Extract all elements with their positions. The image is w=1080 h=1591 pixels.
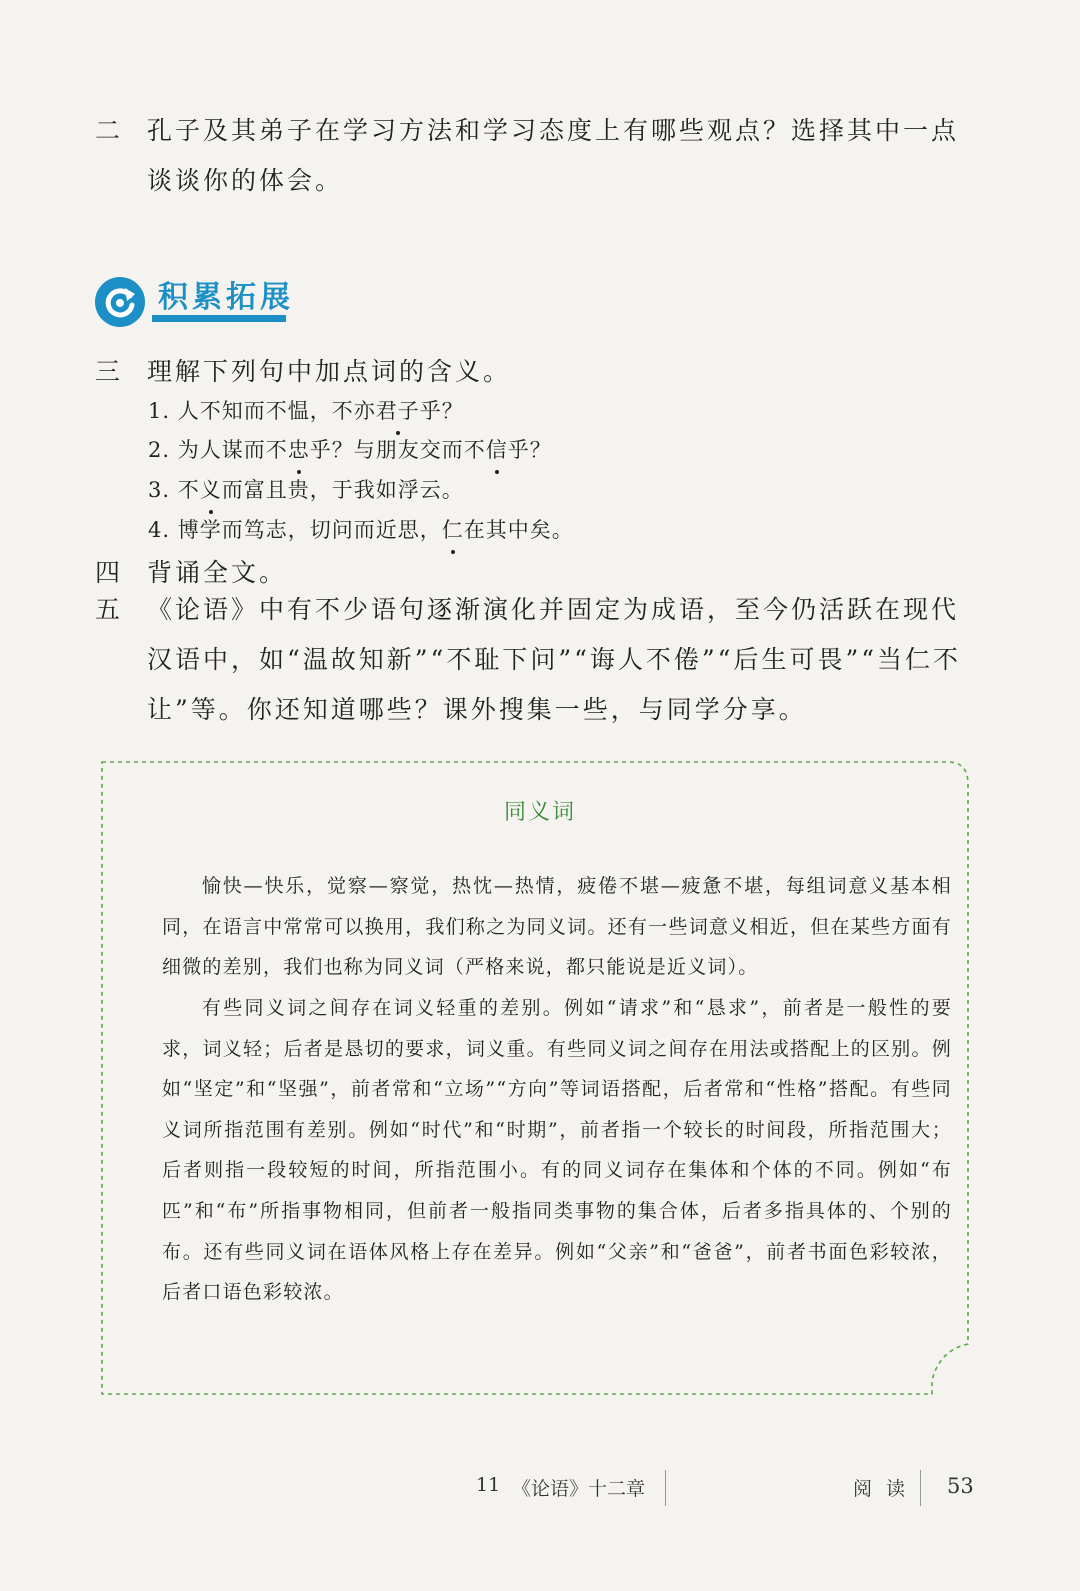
- sentence-3: [148, 470, 464, 510]
- footer-chapter-number: 11: [476, 1474, 501, 1496]
- footer-divider: [920, 1470, 921, 1506]
- footer-section: 阅 读: [853, 1478, 910, 1500]
- sentence-text: 2. 为人谋而不: [148, 438, 288, 462]
- dotted-word: 忠: [288, 430, 310, 470]
- footer-divider: [665, 1470, 666, 1506]
- question-number: 五: [95, 595, 124, 624]
- dotted-word: 义: [200, 470, 222, 510]
- question-5: [95, 585, 975, 735]
- sentence-text: 而富且贵，于我如浮云。: [221, 478, 464, 502]
- dotted-word: 仁: [442, 510, 464, 550]
- section-underline: [152, 315, 286, 322]
- sentence-text: 乎？: [507, 438, 552, 462]
- sentence-text: 乎？: [419, 399, 464, 423]
- footer-chapter-title: 《论语》十二章: [512, 1478, 646, 1500]
- sentence-text: 1. 人不知而不愠，不亦: [148, 399, 376, 423]
- question-text: 理解下列句中加点词的含义。: [147, 357, 512, 386]
- box-title: 同义词: [503, 800, 576, 825]
- sentence-text: 在其中矣。: [463, 518, 574, 542]
- question-number: 三: [95, 357, 124, 386]
- box-paragraph-1: 愉快—快乐，觉察—察觉，热忱—热情，疲倦不堪—疲惫不堪，每组词意义基本相同，在语言中常常可以换用，我们称之为同义词。还有一些词意义相近，但在某些方面有细微的差别，我们也称为同义词（严格来说，都只能说是近义词）。: [162, 875, 952, 979]
- question-text: 孔子及其弟子在学习方法和学习态度上有哪些观点？选择其中一点谈谈你的体会。: [147, 116, 960, 195]
- section-title: 积累拓展: [158, 280, 294, 315]
- sentence-text: 乎？与朋友交而不: [309, 438, 486, 462]
- sentence-1: [148, 391, 464, 431]
- sentence-text: 4. 博学而笃志，切问而近思，: [148, 518, 442, 542]
- question-text: 背诵全文。: [147, 558, 288, 587]
- sentence-4: [148, 510, 574, 550]
- sentence-2: [148, 430, 552, 470]
- question-3: [95, 347, 975, 397]
- question-number: 二: [95, 116, 124, 145]
- refresh-arrow-icon: [92, 274, 148, 330]
- question-text: 《论语》中有不少语句逐渐演化并固定为成语，至今仍活跃在现代汉语中，如“温故知新”“不耻下问”“诲人不倦”“后生可畏”“当仁不让”等。你还知道哪些？课外搜集一些，与同学分享。: [147, 595, 962, 724]
- question-2: [95, 106, 975, 206]
- question-number: 四: [95, 558, 124, 587]
- dotted-word: 君子: [376, 391, 420, 431]
- page-number: 53: [947, 1474, 974, 1498]
- dotted-word: 信: [486, 430, 508, 470]
- sentence-text: 3. 不: [148, 478, 200, 502]
- box-paragraph-2: 有些同义词之间存在词义轻重的差别。例如“请求”和“恳求”，前者是一般性的要求，词义轻；后者是恳切的要求，词义重。有些同义词之间存在用法或搭配上的区别。例如“坚定”和“坚强”，前者常和“立场”“方向”等词语搭配，后者常和“性格”搭配。有些同义词所指范围有差别。例如“时代”和“时期”，前者指一个较长的时间段，所指范围大；后者则指一段较短的时间，所指范围小。有的同义词存在集体和个体的不同。例如“布匹”和“布”所指事物相同，但前者一般指同类事物的集合体，后者多指具体的、个别的布。还有些同义词在语体风格上存在差异。例如“父亲”和“爸爸”，前者书面色彩较浓，后者口语色彩较浓。: [162, 997, 952, 1304]
